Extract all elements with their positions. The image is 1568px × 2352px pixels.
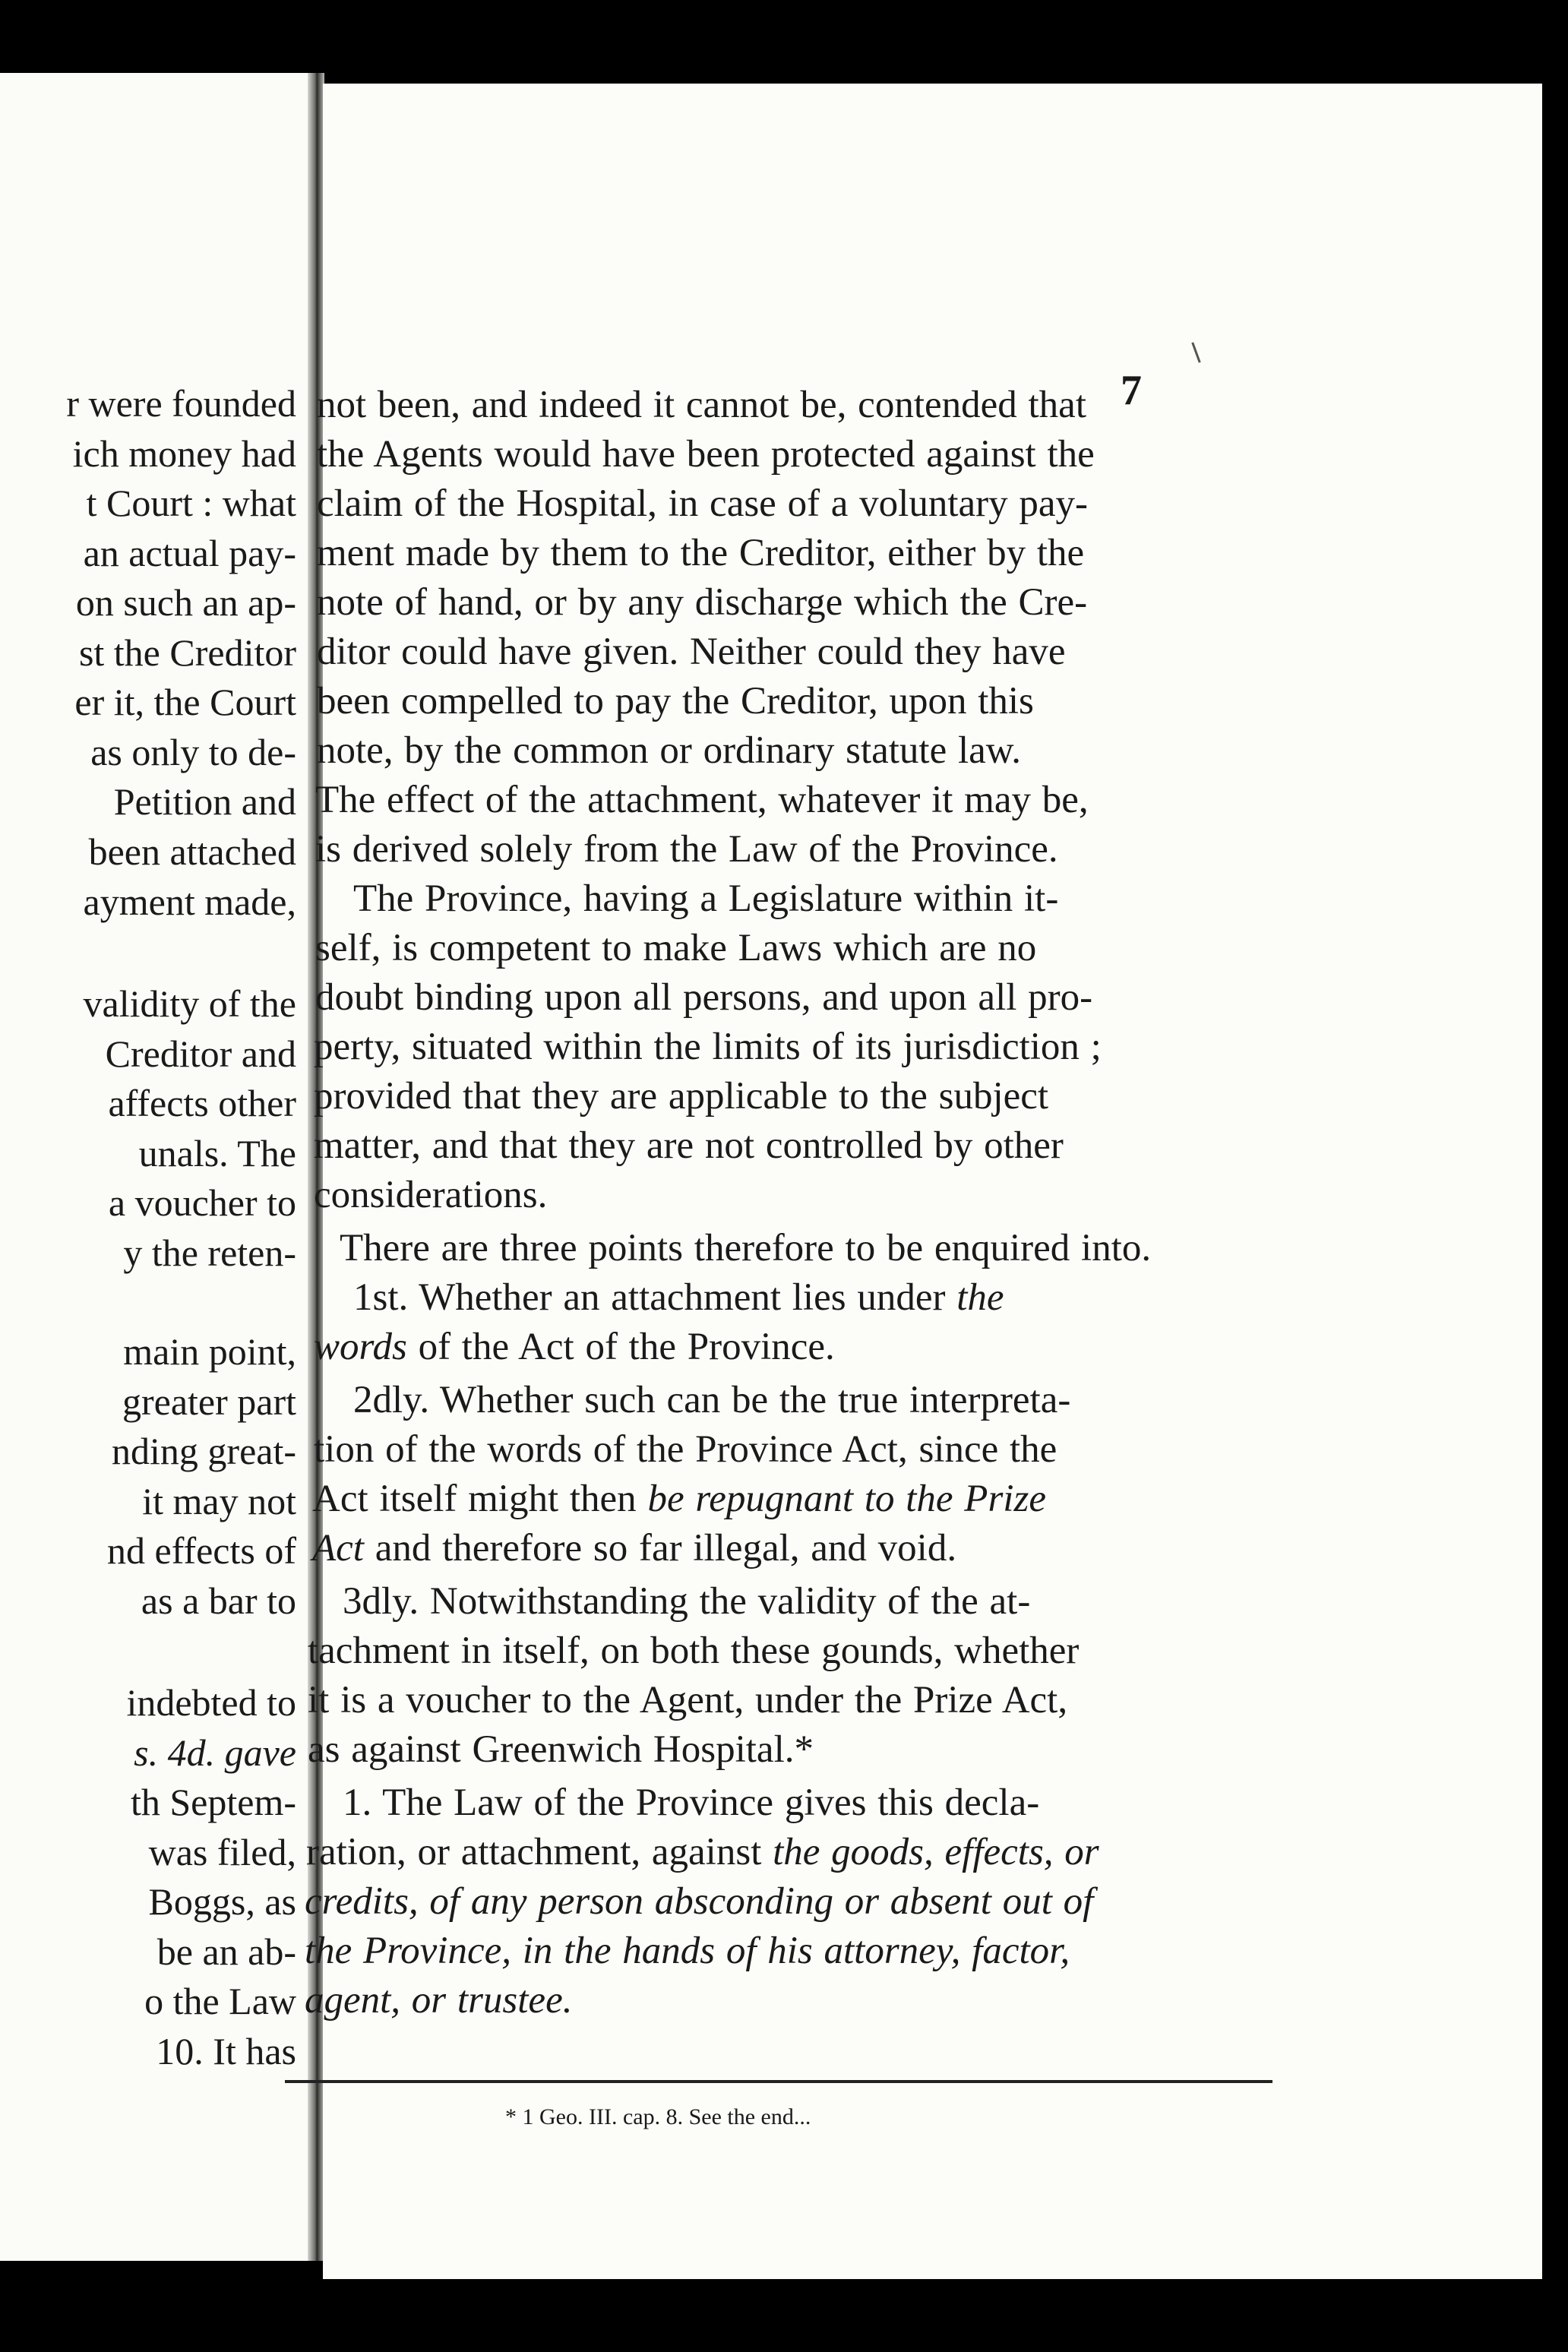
text-line: the Agents would have been protected against the — [317, 433, 1095, 476]
left-line: nd effects of — [107, 1529, 296, 1572]
left-line: st the Creditor — [78, 631, 296, 674]
text-line: not been, and indeed it cannot be, contended that — [317, 384, 1086, 426]
text-line: The effect of the attachment, whatever it may be, — [315, 779, 1089, 821]
text-run: of the Act of the Province. — [418, 1326, 835, 1368]
text-line: tion of the words of the Province Act, since the — [314, 1428, 1057, 1471]
left-line: ayment made, — [83, 880, 296, 923]
left-line: affects other — [108, 1082, 296, 1124]
text-line: 1. The Law of the Province gives this decla- — [343, 1781, 1040, 1824]
italic-text-run: Act — [312, 1527, 364, 1570]
left-line: o the Law — [144, 1980, 296, 2022]
text-line: matter, and that they are not controlled by other — [314, 1124, 1064, 1167]
text-line: the Province, in the hands of his attorney, factor, — [305, 1930, 1070, 1972]
footnote: * 1 Geo. III. cap. 8. See the end... — [505, 2104, 811, 2129]
footnote-rule — [285, 2080, 1272, 2083]
text-line — [314, 1326, 835, 1368]
left-line: validity of the — [83, 982, 296, 1025]
text-line: note, by the common or ordinary statute law. — [317, 729, 1022, 772]
text-line: considerations. — [314, 1174, 548, 1216]
text-line: agent, or trustee. — [305, 1979, 573, 2022]
ink-mark — [1191, 342, 1200, 362]
text-line: provided that they are applicable to the subject — [314, 1075, 1049, 1118]
text-line — [353, 1276, 1004, 1319]
text-line — [306, 1831, 1099, 1873]
left-line: er it, the Court — [74, 681, 296, 723]
text-line: been compelled to pay the Creditor, upon this — [317, 680, 1034, 722]
italic-text-run: words — [314, 1326, 407, 1368]
left-line: t Court : what — [86, 482, 296, 524]
text-line: ment made by them to the Creditor, either by the — [317, 532, 1085, 574]
text-run: ration, or attachment, against — [306, 1831, 762, 1873]
text-line — [312, 1478, 1046, 1520]
left-line: on such an ap- — [75, 581, 296, 624]
left-line: nding great- — [112, 1430, 296, 1472]
text-line: is derived solely from the Law of the Province. — [315, 828, 1058, 871]
left-line: was filed, — [148, 1831, 296, 1873]
text-line: it is a voucher to the Agent, under the Prize Act, — [308, 1679, 1068, 1721]
left-line: Boggs, as — [148, 1880, 296, 1923]
text-run: Act itself might then — [312, 1478, 637, 1520]
text-line: note of hand, or by any discharge which the Cre- — [317, 581, 1088, 624]
left-line: Petition and — [113, 780, 296, 823]
italic-text-run: the — [956, 1276, 1004, 1319]
left-line: th Septem- — [130, 1781, 296, 1823]
left-line: main point, — [123, 1330, 296, 1373]
left-line: greater part — [122, 1380, 296, 1423]
left-line: as only to de- — [90, 731, 296, 773]
left-line: as a bar to — [141, 1579, 296, 1622]
left-line: indebted to — [126, 1681, 296, 1724]
text-line: ditor could have given. Neither could they have — [317, 631, 1066, 673]
text-line: There are three points therefore to be enquired into. — [340, 1227, 1152, 1269]
left-line: be an ab- — [156, 1930, 296, 1973]
left-line: a voucher to — [108, 1181, 296, 1224]
text-line: doubt binding upon all persons, and upon all pro- — [315, 976, 1093, 1019]
left-line: ich money had — [72, 432, 296, 475]
text-line: 2dly. Whether such can be the true interpreta- — [353, 1379, 1071, 1421]
text-line — [312, 1527, 956, 1570]
left-line: it may not — [142, 1480, 296, 1522]
left-line: unals. The — [138, 1132, 296, 1174]
left-line: an actual pay- — [83, 532, 296, 574]
text-line: as against Greenwich Hospital.* — [308, 1728, 814, 1771]
italic-text-run: be repugnant to the Prize — [647, 1478, 1046, 1520]
left-page-fragment — [0, 73, 319, 2261]
text-line: tachment in itself, on both these gounds, whether — [308, 1630, 1080, 1672]
text-line: claim of the Hospital, in case of a voluntary pay- — [317, 482, 1089, 525]
left-line: Creditor and — [105, 1032, 296, 1075]
text-line: perty, situated within the limits of its jurisdiction ; — [314, 1026, 1102, 1068]
text-line: self, is competent to make Laws which are no — [315, 927, 1037, 969]
text-line: The Province, having a Legislature within it- — [353, 877, 1059, 920]
left-line: 10. It has — [156, 2030, 296, 2072]
text-line: 3dly. Notwithstanding the validity of the at- — [343, 1580, 1031, 1623]
left-line: s. 4d. gave — [134, 1731, 296, 1774]
page-number: 7 — [1121, 367, 1142, 414]
text-run: and therefore so far illegal, and void. — [375, 1527, 957, 1570]
text-line: credits, of any person absconding or absent out of — [305, 1880, 1094, 1923]
italic-text-run: the goods, effects, or — [773, 1831, 1099, 1873]
left-line: y the reten- — [123, 1231, 296, 1274]
left-line: r were founded — [66, 382, 296, 425]
right-page — [305, 84, 1542, 2279]
left-line: been attached — [88, 830, 296, 873]
text-run: 1st. Whether an attachment lies under — [353, 1276, 946, 1319]
